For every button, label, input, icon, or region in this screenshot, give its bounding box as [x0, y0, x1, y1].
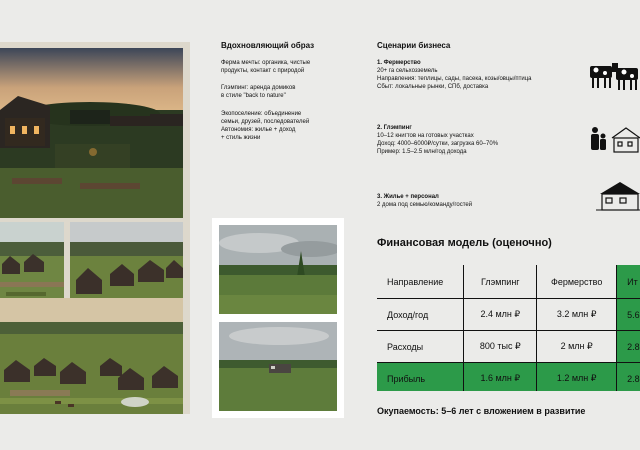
row-label: Прибыль — [377, 363, 464, 392]
photo-collage — [0, 42, 190, 414]
finance-table — [377, 265, 640, 391]
village-aerial-photo — [0, 298, 183, 414]
finance-title: Финансовая модель (оценочно) — [377, 237, 552, 249]
scenario-2-line-2: Доход: 4000–6000₽/сутки, загрузка 60–70% — [377, 141, 499, 147]
header-farming: Фермерство — [537, 265, 617, 299]
header-direction: Направление — [377, 265, 464, 299]
eco-line-1: Экопоселение: объединение — [221, 111, 302, 117]
glamping-line-2: в стиле "back to nature" — [221, 93, 286, 99]
houses-garden-photo — [70, 222, 183, 308]
scenarios-title: Сценарии бизнеса — [377, 41, 451, 50]
row-label: Доход/год — [377, 299, 464, 331]
cell-glamping: 800 тыс ₽ — [464, 331, 537, 363]
farm-dusk-photo — [0, 48, 183, 218]
scenario-3-heading: 3. Жилье + персонал — [377, 194, 439, 200]
header-glamping: Глэмпинг — [464, 265, 537, 299]
photo-frame — [212, 218, 344, 418]
table-row-income — [377, 299, 640, 331]
table-header-row — [377, 265, 640, 299]
table-row-profit — [377, 363, 640, 392]
cell-total: 2.8 — [617, 363, 640, 392]
cell-farming: 1.2 млн ₽ — [537, 363, 617, 392]
finance-table-wrap — [377, 265, 640, 391]
house-icon — [596, 180, 640, 212]
header-total: Ит — [617, 265, 640, 299]
table-row-expenses — [377, 331, 640, 363]
cell-farming: 2 млн ₽ — [537, 331, 617, 363]
row-label: Расходы — [377, 331, 464, 363]
dream-farm-line-2: продукты, контакт с природой — [221, 68, 305, 74]
cabins-field-photo — [0, 222, 64, 308]
eco-line-4: + стиль жизни — [221, 135, 261, 141]
inspiration-title: Вдохновляющий образ — [221, 41, 315, 50]
scenario-1-line-2: Направления: теплицы, сады, пасека, козы/овцы/птица — [377, 76, 532, 82]
cows-icon — [588, 58, 640, 92]
cell-total: 5.6 — [617, 299, 640, 331]
family-house-icon — [588, 124, 640, 154]
scenario-2-line-3: Пример: 1.5–2.5 млн/год дохода — [377, 149, 467, 155]
scenario-1-line-1: 20+ га сельхозземель — [377, 68, 438, 74]
dream-farm-line-1: Ферма мечты: органика, чистые — [221, 60, 311, 66]
scenario-1-line-3: Сбыт: локальные рынки, СПб, доставка — [377, 84, 489, 90]
glamping-line-1: Глэмпинг: аренда домиков — [221, 85, 296, 91]
land-field-photo — [219, 225, 337, 314]
cell-total: 2.8 — [617, 331, 640, 363]
land-house-photo — [219, 322, 337, 411]
scenario-2-heading: 2. Глэмпинг — [377, 125, 412, 131]
cell-glamping: 2.4 млн ₽ — [464, 299, 537, 331]
scenario-2-line-1: 10–12 книгтов на готовых участках — [377, 133, 474, 139]
eco-line-3: Автономия: жилье + доход — [221, 127, 296, 133]
cell-glamping: 1.6 млн ₽ — [464, 363, 537, 392]
payback-note: Окупаемость: 5–6 лет с вложением в развитие — [377, 406, 586, 416]
scenario-1-heading: 1. Фермерство — [377, 60, 421, 66]
eco-line-2: семьи, друзей, последователей — [221, 119, 310, 125]
scenario-3-line-1: 2 дома под семью/команду/гостей — [377, 202, 473, 208]
cell-farming: 3.2 млн ₽ — [537, 299, 617, 331]
